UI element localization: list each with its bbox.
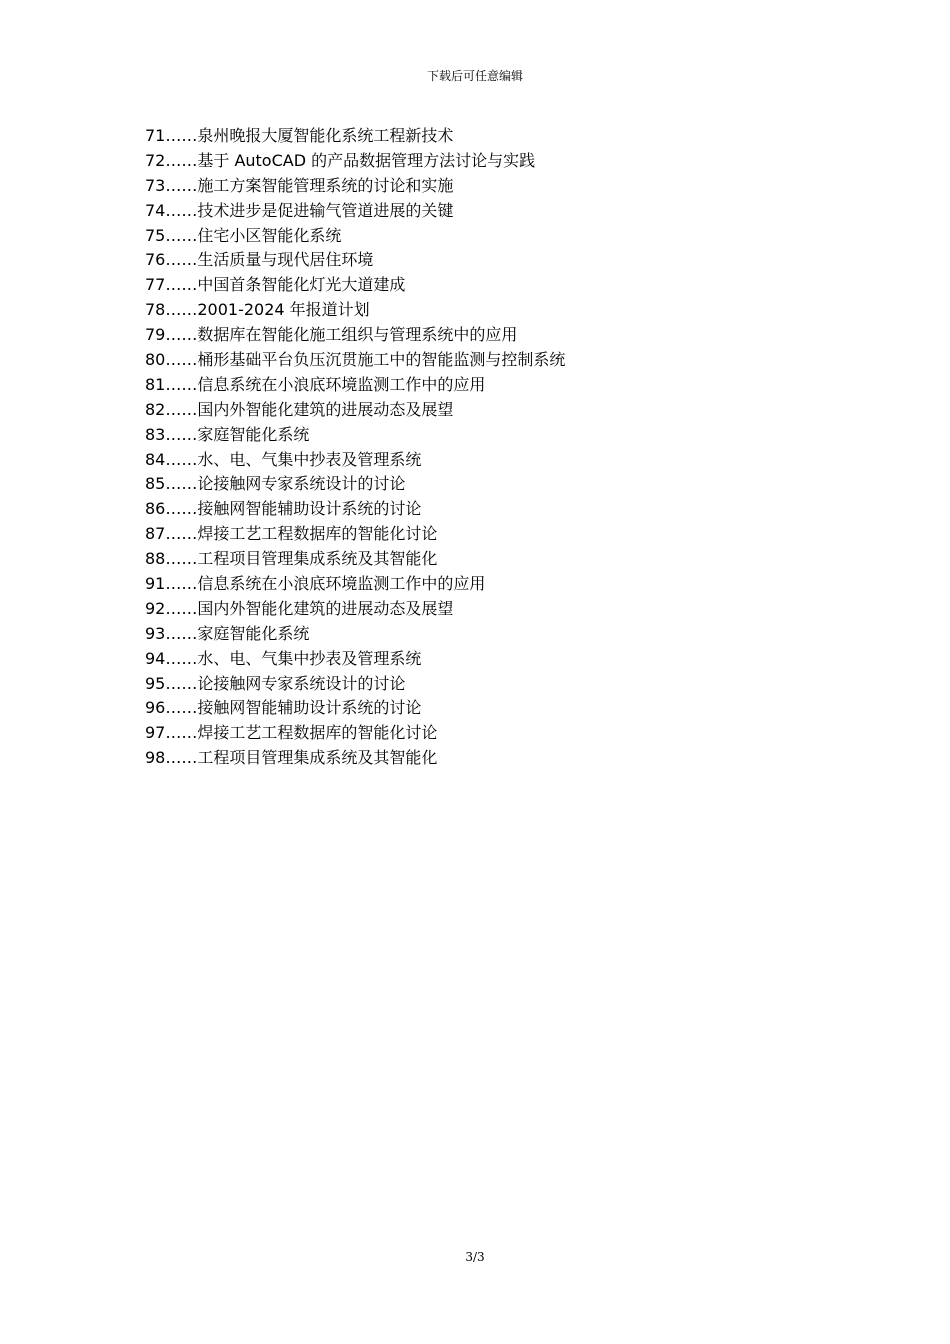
toc-item: 83……家庭智能化系统	[145, 424, 310, 444]
toc-item: 73……施工方案智能管理系统的讨论和实施	[145, 175, 454, 195]
toc-item: 95……论接触网专家系统设计的讨论	[145, 673, 406, 693]
toc-item: 94……水、电、气集中抄表及管理系统	[145, 648, 422, 668]
toc-item: 82……国内外智能化建筑的进展动态及展望	[145, 399, 454, 419]
toc-item: 97……焊接工艺工程数据库的智能化讨论	[145, 723, 438, 743]
toc-item: 72……基于 AutoCAD 的产品数据管理方法讨论与实践	[145, 150, 536, 170]
toc-item: 79……数据库在智能化施工组织与管理系统中的应用	[145, 325, 518, 345]
toc-item: 84……水、电、气集中抄表及管理系统	[145, 449, 422, 469]
toc-item: 93……家庭智能化系统	[145, 623, 310, 643]
page-header: 下载后可任意编辑	[426, 69, 523, 83]
toc-item: 91……信息系统在小浪底环境监测工作中的应用	[145, 574, 486, 594]
toc-item: 86……接触网智能辅助设计系统的讨论	[145, 499, 422, 519]
toc-item: 75……住宅小区智能化系统	[145, 225, 342, 245]
toc-item: 80……桶形基础平台负压沉贯施工中的智能监测与控制系统	[145, 350, 566, 370]
toc-item: 87……焊接工艺工程数据库的智能化讨论	[145, 524, 438, 544]
toc-item: 96……接触网智能辅助设计系统的讨论	[145, 698, 422, 718]
toc-item: 71……泉州晚报大厦智能化系统工程新技术	[145, 126, 454, 145]
toc-list	[145, 124, 565, 771]
toc-item: 77……中国首条智能化灯光大道建成	[145, 275, 406, 295]
toc-item: 81……信息系统在小浪底环境监测工作中的应用	[145, 374, 486, 394]
toc-item: 74……技术进步是促进输气管道进展的关键	[145, 200, 454, 220]
page-number: 3/3	[465, 1250, 485, 1264]
toc-item: 85……论接触网专家系统设计的讨论	[145, 474, 406, 494]
toc-item: 98……工程项目管理集成系统及其智能化	[145, 748, 438, 768]
toc-item: 78……2001-2024 年报道计划	[145, 300, 370, 320]
toc-item: 92……国内外智能化建筑的进展动态及展望	[145, 598, 454, 618]
toc-item: 88……工程项目管理集成系统及其智能化	[145, 549, 438, 569]
toc-item: 76……生活质量与现代居住环境	[145, 250, 374, 270]
